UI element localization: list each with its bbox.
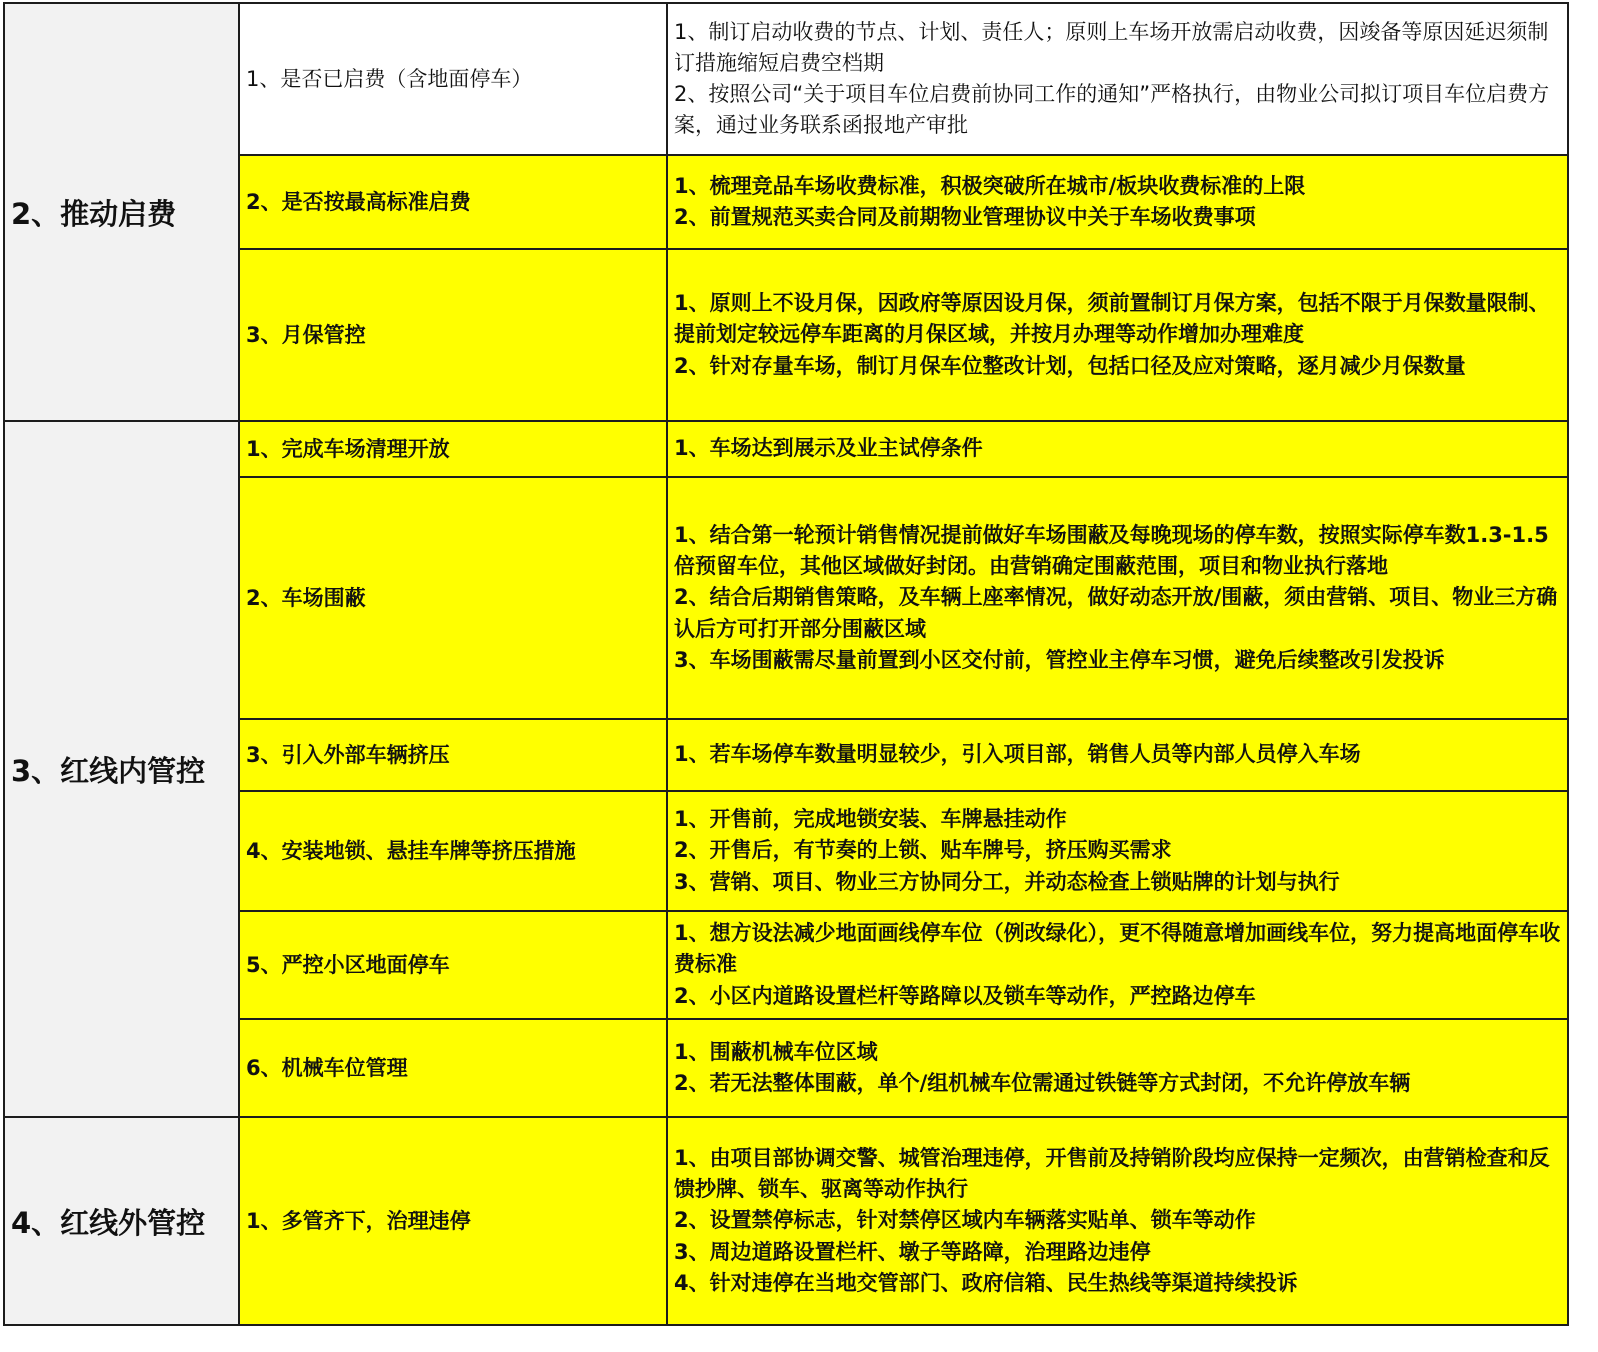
detail-cell[interactable] <box>667 477 1568 719</box>
detail-line: 2、结合后期销售策略，及车辆上座率情况，做好动态开放/围蔽，须由营销、项目、物业三方确认后方可打开部分围蔽区域 <box>674 585 1558 641</box>
parking-control-table <box>3 2 1569 1326</box>
detail-cell[interactable] <box>667 421 1568 477</box>
section-title[interactable]: 2、推动启费 <box>4 3 239 421</box>
detail-line: 1、想方设法减少地面画线停车位（例改绿化），更不得随意增加画线车位，努力提高地面停车收费标准 <box>674 921 1561 977</box>
item-cell[interactable]: 2、车场围蔽 <box>239 477 667 719</box>
detail-line: 1、制订启动收费的节点、计划、责任人；原则上车场开放需启动收费，因竣备等原因延迟须制订措施缩短启费空档期 <box>674 19 1549 75</box>
detail-line: 2、按照公司“关于项目车位启费前协同工作的通知”严格执行，由物业公司拟订项目车位启费方案，通过业务联系函报地产审批 <box>674 82 1550 138</box>
detail-line: 3、车场围蔽需尽量前置到小区交付前，管控业主停车习惯，避免后续整改引发投诉 <box>674 647 1445 672</box>
item-cell[interactable]: 3、引入外部车辆挤压 <box>239 719 667 791</box>
table-row <box>4 1117 1568 1325</box>
table-row <box>4 3 1568 155</box>
detail-line: 1、若车场停车数量明显较少，引入项目部，销售人员等内部人员停入车场 <box>674 742 1361 767</box>
detail-cell[interactable] <box>667 249 1568 421</box>
detail-cell[interactable] <box>667 1019 1568 1117</box>
detail-cell[interactable] <box>667 911 1568 1019</box>
detail-line: 2、前置规范买卖合同及前期物业管理协议中关于车场收费事项 <box>674 205 1256 229</box>
detail-line: 2、小区内道路设置栏杆等路障以及锁车等动作，严控路边停车 <box>674 983 1256 1008</box>
section-title[interactable]: 4、红线外管控 <box>4 1117 239 1325</box>
section-title[interactable]: 3、红线内管控 <box>4 421 239 1117</box>
item-cell[interactable]: 6、机械车位管理 <box>239 1019 667 1117</box>
detail-line: 1、由项目部协调交警、城管治理违停，开售前及持销阶段均应保持一定频次，由营销检查和反馈抄牌、锁车、驱离等动作执行 <box>674 1146 1550 1202</box>
detail-line: 1、梳理竞品车场收费标准，积极突破所在城市/板块收费标准的上限 <box>674 173 1306 198</box>
item-cell[interactable]: 1、多管齐下，治理违停 <box>239 1117 667 1325</box>
table-row <box>4 421 1568 477</box>
table-row <box>4 155 1568 249</box>
table-row <box>4 477 1568 719</box>
detail-line: 1、车场达到展示及业主试停条件 <box>674 436 983 461</box>
table-row <box>4 1019 1568 1117</box>
item-cell[interactable]: 2、是否按最高标准启费 <box>239 155 667 249</box>
detail-line: 2、设置禁停标志，针对禁停区域内车辆落实贴单、锁车等动作 <box>674 1208 1256 1233</box>
table-row <box>4 911 1568 1019</box>
item-cell[interactable]: 1、是否已启费（含地面停车） <box>239 3 667 155</box>
detail-cell[interactable] <box>667 155 1568 249</box>
detail-line: 1、原则上不设月保，因政府等原因设月保，须前置制订月保方案，包括不限于月保数量限制、提前划定较远停车距离的月保区域，并按月办理等动作增加办理难度 <box>674 291 1550 347</box>
detail-line: 3、营销、项目、物业三方协同分工，并动态检查上锁贴牌的计划与执行 <box>674 869 1340 894</box>
item-cell[interactable]: 3、月保管控 <box>239 249 667 421</box>
detail-line: 3、周边道路设置栏杆、墩子等路障，治理路边违停 <box>674 1239 1151 1264</box>
item-cell[interactable]: 1、完成车场清理开放 <box>239 421 667 477</box>
detail-line: 2、针对存量车场，制订月保车位整改计划，包括口径及应对策略，逐月减少月保数量 <box>674 353 1466 378</box>
detail-cell[interactable] <box>667 1117 1568 1325</box>
detail-line: 1、开售前，完成地锁安装、车牌悬挂动作 <box>674 807 1067 832</box>
detail-line: 2、开售后，有节奏的上锁、贴车牌号，挤压购买需求 <box>674 838 1172 863</box>
detail-line: 1、围蔽机械车位区域 <box>674 1039 878 1064</box>
table-row <box>4 719 1568 791</box>
detail-line: 4、针对违停在当地交管部门、政府信箱、民生热线等渠道持续投诉 <box>674 1270 1298 1295</box>
detail-cell[interactable] <box>667 719 1568 791</box>
detail-cell[interactable] <box>667 3 1568 155</box>
item-cell[interactable]: 4、安装地锁、悬挂车牌等挤压措施 <box>239 791 667 911</box>
detail-line: 1、结合第一轮预计销售情况提前做好车场围蔽及每晚现场的停车数，按照实际停车数1.3-1.5倍预留车位，其他区域做好封闭。由营销确定围蔽范围，项目和物业执行落地 <box>674 523 1549 579</box>
table-row <box>4 791 1568 911</box>
item-cell[interactable]: 5、严控小区地面停车 <box>239 911 667 1019</box>
table-row <box>4 249 1568 421</box>
detail-cell[interactable] <box>667 791 1568 911</box>
detail-line: 2、若无法整体围蔽，单个/组机械车位需通过铁链等方式封闭，不允许停放车辆 <box>674 1071 1411 1095</box>
